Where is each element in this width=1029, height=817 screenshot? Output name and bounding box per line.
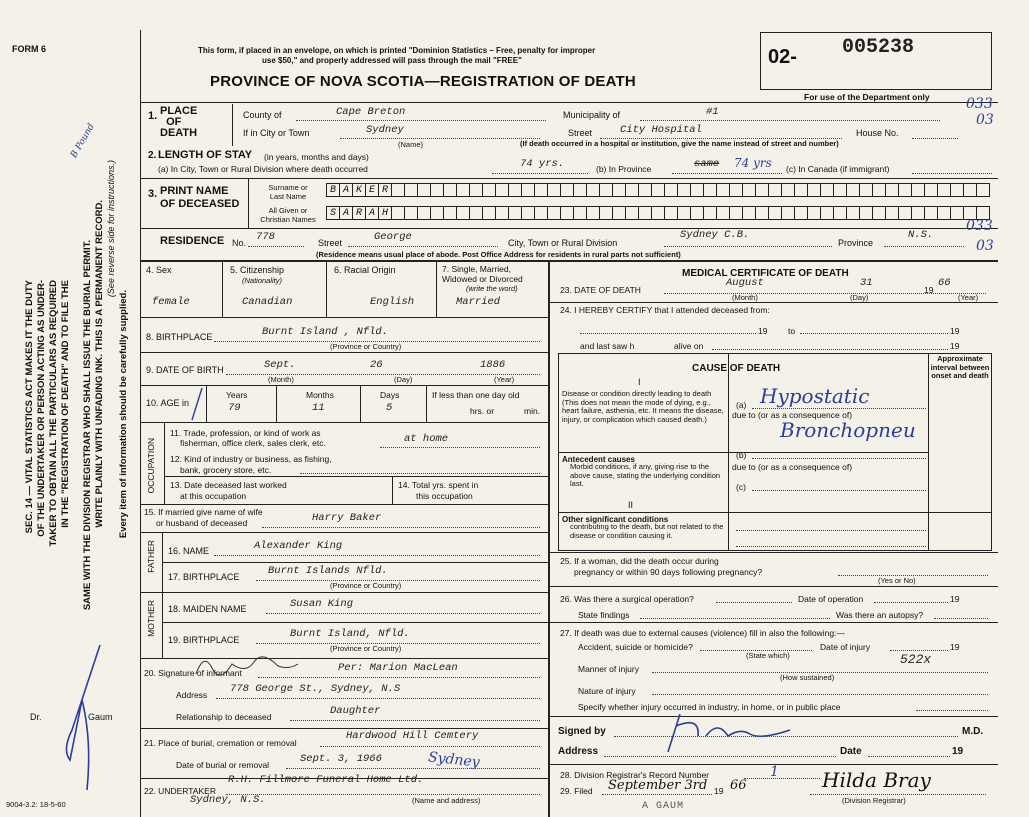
side-instructions-5: SAME WITH THE DIVISION REGISTRAR WHO SHALL ISSUE THE BURIAL PERMIT. (82, 240, 93, 611)
doctor-label: Dr. (30, 712, 42, 722)
informant-address-label: Address (176, 690, 208, 700)
registrar-stamp: A GAUM (642, 801, 685, 812)
pregnancy-label-2: pregnancy or within 90 days following pregnancy? (574, 567, 763, 577)
name-letter-cell (483, 183, 496, 197)
name-letter-cell (782, 206, 795, 220)
certify-19a: 19 (758, 326, 768, 336)
age-lt-label: If less than one day old (432, 390, 520, 400)
undertaker-city: Sydney, N.S. (190, 794, 266, 806)
roman-2: II (628, 500, 634, 510)
dob-year: 1886 (480, 359, 506, 371)
stay-a-value: 74 yrs. (520, 158, 565, 170)
county-code: 033 (966, 96, 993, 112)
nature-label: Nature of injury (578, 686, 636, 696)
mother-bp-label: 19. BIRTHPLACE (168, 635, 240, 645)
dob-month-hint: (Month) (268, 375, 294, 384)
name-letter-cell (821, 206, 834, 220)
name-letter-cell (873, 206, 886, 220)
alive-label: alive on (674, 341, 704, 351)
death-year-hint: (Year) (958, 293, 979, 302)
signed-by-label: Signed by (558, 726, 606, 737)
name-letter-cell (886, 206, 899, 220)
antecedent-title: Antecedent causes (562, 455, 635, 464)
undertaker-label: 22. UNDERTAKER (144, 786, 216, 796)
doctor-signature (52, 640, 112, 800)
reg-prefix: 02- (768, 46, 797, 68)
name-letter-cell (392, 183, 405, 197)
form-number: FORM 6 (12, 44, 47, 54)
father-bp: Burnt Islands Nfld. (268, 565, 388, 577)
name-letter-cell (431, 183, 444, 197)
residence-no: 778 (256, 231, 275, 243)
name-letter-cell (834, 183, 847, 197)
name-letter-cell (899, 206, 912, 220)
name-letter-cell (522, 183, 535, 197)
age-label: 10. AGE in (146, 398, 190, 408)
name-letter-cell (418, 183, 431, 197)
name-letter-cell (652, 183, 665, 197)
name-letter-cell (613, 206, 626, 220)
racial-label: 6. Racial Origin (334, 265, 396, 275)
name-letter-cell (795, 183, 808, 197)
name-letter-cell: A (340, 183, 353, 197)
filed-year: 66 (730, 778, 747, 793)
hospital-note: (If death occurred in a hospital or institution, give the name instead of street and number) (520, 139, 839, 148)
occ-13b: at this occupation (180, 491, 247, 501)
age-months-label: Months (306, 390, 334, 400)
pregnancy-label-1: 25. If a woman, did the death occur during (560, 556, 719, 566)
roman-1: I (638, 377, 641, 387)
reg-number: 005238 (842, 36, 915, 59)
name-letter-cell (769, 183, 782, 197)
cause-a2-value: Bronchopneu (780, 418, 916, 442)
dob-day: 26 (370, 359, 383, 371)
age-months: 11 (312, 402, 325, 414)
name-letter-cell (743, 206, 756, 220)
name-letter-cell (912, 183, 925, 197)
residence-code1: 033 (966, 218, 993, 234)
dob-month: Sept. (264, 359, 296, 371)
side-instructions-3: TAKER TO OBTAIN ALL THE PARTICULARS AS REQUIRED (48, 280, 59, 547)
citizenship-value: Canadian (242, 296, 293, 308)
stay-c-label: (c) In Canada (if immigrant) (786, 164, 890, 174)
burial-place: Hardwood Hill Cemtery (346, 730, 479, 742)
name-letter-cell (951, 206, 964, 220)
name-letter-cell (470, 206, 483, 220)
municipality-label: Municipality of (563, 110, 621, 120)
side-instructions-1: SEC. 14 — VITAL STATISTICS ACT MAKES IT THE DUTY (24, 280, 35, 534)
name-letter-cell (860, 206, 873, 220)
residence-city-label: City, Town or Rural Division (508, 238, 618, 248)
residence-no-label: No. (232, 238, 247, 248)
name-letter-cell (678, 183, 691, 197)
mother-bp-hint: (Province or Country) (330, 644, 402, 653)
cause-a-value: Hypostatic (760, 384, 870, 408)
stay-b-label: (b) In Province (596, 164, 652, 174)
informant-value: Per: Marion MacLean (338, 662, 458, 674)
name-letter-cell (808, 206, 821, 220)
name-letter-cell (509, 206, 522, 220)
dob-day-hint: (Day) (394, 375, 413, 384)
name-letter-cell (496, 206, 509, 220)
marital-label: 7. Single, Married, Widowed or Divorced (442, 264, 523, 284)
name-letter-cell (704, 183, 717, 197)
name-num: 3. (148, 188, 158, 200)
name-letter-cell: A (366, 206, 379, 220)
name-letter-cell (769, 206, 782, 220)
antecedent-label: Morbid conditions, if any, giving rise to the above cause, stating the underlying condition last. (570, 462, 721, 488)
name-letter-cell (678, 206, 691, 220)
occupation-side-label: OCCUPATION (146, 438, 156, 494)
name-letter-cell (951, 183, 964, 197)
due-1: due to (or as a consequence of) (732, 410, 853, 420)
death-day: 31 (860, 277, 873, 289)
name-letter-cell (665, 206, 678, 220)
name-letter-cell (626, 183, 639, 197)
muni-code: 03 (976, 112, 994, 128)
medical-title: MEDICAL CERTIFICATE OF DEATH (682, 268, 849, 279)
residence-note: (Residence means usual place of abode. Post Office Address for residents in rural parts not sufficient) (316, 250, 681, 259)
name-letter-cell (717, 206, 730, 220)
last-saw-label: and last saw h (580, 341, 635, 351)
name-letter-cell (912, 206, 925, 220)
name-letter-cell (847, 183, 860, 197)
name-letter-cell (561, 183, 574, 197)
occ-14a: 14. Total yrs. spent in (398, 480, 479, 490)
disease-label: Disease or condition directly leading to death (This does not mean the mode of dying, e.g., heart failure, asthenia, etc. It means the disease, injury, or complication which caused death.) (562, 389, 724, 424)
mother-name-label: 18. MAIDEN NAME (168, 604, 247, 614)
stay-a-label: (a) In City, Town or Rural Division where death occurred (158, 164, 368, 174)
form-code: 9004-3.2: 18-5-60 (6, 800, 66, 809)
name-letter-cell (405, 183, 418, 197)
stay-b-value: same (694, 158, 720, 170)
age-years: 79 (228, 402, 241, 414)
cause-b: (b) (736, 450, 747, 460)
citizenship-sub: (Nationality) (242, 276, 283, 285)
filed-label: 29. Filed (560, 786, 593, 796)
municipality-value: #1 (706, 106, 719, 118)
father-bp-label: 17. BIRTHPLACE (168, 572, 240, 582)
occ-14b: this occupation (416, 491, 473, 501)
name-letter-cell (808, 183, 821, 197)
death-date-label: 23. DATE OF DEATH (560, 285, 641, 295)
name-letter-cell (860, 183, 873, 197)
postage-notice-2: use $50," and properly addressed will pass through the mail "FREE" (262, 56, 522, 65)
city-label: If in City or Town (243, 128, 310, 138)
specify-label: Specify whether injury occurred in industry, in home, or in public place (578, 702, 841, 712)
occ-13a: 13. Date deceased last worked (170, 480, 287, 490)
name-letter-cell (691, 206, 704, 220)
occ-11b: fisherman, office clerk, sales clerk, etc. (180, 438, 326, 448)
death-day-hint: (Day) (850, 293, 869, 302)
name-letter-cell (483, 206, 496, 220)
name-letter-cell (730, 183, 743, 197)
name-letter-cell (444, 183, 457, 197)
name-letter-cell (756, 183, 769, 197)
certify-19b: 19 (950, 326, 960, 336)
marital-sub: (write the word) (466, 284, 518, 293)
informant-label: 20. Signature of informant (144, 668, 242, 678)
name-letter-cell (470, 183, 483, 197)
filed-date: September 3rd (608, 778, 708, 793)
name-letter-cell (743, 183, 756, 197)
house-label: House No. (856, 128, 899, 138)
autopsy-label: Was there an autopsy? (836, 610, 924, 620)
death-year-prefix: 19 (924, 285, 934, 295)
injury-19: 19 (950, 642, 960, 652)
name-letter-cell (587, 183, 600, 197)
other-title: Other significant conditions (562, 515, 669, 524)
name-letter-cell (509, 183, 522, 197)
street-label: Street (568, 128, 593, 138)
name-letter-cell (730, 206, 743, 220)
date-label: Date (840, 746, 862, 757)
residence-street-label: Street (318, 238, 343, 248)
burial-hand: Sydney (427, 749, 481, 771)
dob-label: 9. DATE OF BIRTH (146, 365, 224, 375)
cause-a: (a) (736, 400, 747, 410)
name-letter-cell (548, 183, 561, 197)
father-name-label: 16. NAME (168, 546, 210, 556)
name-letter-cell (886, 183, 899, 197)
side-instructions-2: OF THE UNDERTAKER OR PERSON ACTING AS UNDER- (36, 280, 47, 537)
residence-city: Sydney C.B. (680, 229, 750, 241)
city-value: Sydney (366, 124, 404, 136)
name-letter-cell: B (327, 183, 340, 197)
mother-bp: Burnt Island, Nfld. (290, 628, 410, 640)
death-month: August (726, 277, 764, 289)
name-letter-cell (535, 183, 548, 197)
birthplace-label: 8. BIRTHPLACE (146, 332, 213, 342)
cause-c: (c) (736, 482, 746, 492)
name-letter-cell (938, 206, 951, 220)
stay-label: LENGTH OF STAY (158, 149, 253, 161)
interval-label: Approximate interval between onset and death (930, 354, 990, 380)
occ-11a: 11. Trade, profession, or kind of work as (170, 428, 321, 438)
spouse-label-2: or husband of deceased (156, 518, 248, 528)
record-number-label: 28. Division Registrar's Record Number (560, 770, 710, 780)
age-years-label: Years (226, 390, 248, 400)
name-letter-cell (821, 183, 834, 197)
name-letter-cell (418, 206, 431, 220)
county-value: Cape Breton (336, 106, 406, 118)
city-name-hint: (Name) (398, 140, 424, 149)
name-letter-cell (704, 206, 717, 220)
father-bp-hint: (Province or Country) (330, 581, 402, 590)
citizenship-label: 5. Citizenship (230, 265, 285, 275)
operation-date-label: Date of operation (798, 594, 864, 604)
op-19: 19 (950, 594, 960, 604)
name-letter-cell (834, 206, 847, 220)
manner-label: Manner of injury (578, 664, 639, 674)
residence-label: RESIDENCE (160, 235, 225, 247)
name-letter-cell (431, 206, 444, 220)
racial-value: English (370, 296, 415, 308)
name-letter-cell: A (340, 206, 353, 220)
residence-prov-label: Province (838, 238, 874, 248)
side-instructions-4: IN THE "REGISTRATION OF DEATH" AND TO FILE THE (60, 280, 71, 528)
how-hint: (How sustained) (780, 673, 835, 682)
name-letter-cell (600, 206, 613, 220)
name-letter-cell (639, 206, 652, 220)
name-letter-cell (964, 183, 977, 197)
name-letter-cell (457, 183, 470, 197)
name-letter-cell: R (353, 206, 366, 220)
name-label: PRINT NAME OF DECEASED (160, 185, 240, 210)
given-grid (326, 206, 990, 220)
name-letter-cell (925, 206, 938, 220)
county-label: County of (243, 110, 282, 120)
age-hrs: hrs. or (470, 406, 495, 416)
spouse-value: Harry Baker (312, 512, 382, 524)
side-instructions-6: WRITE PLAINLY WITH UNFADING INK. THIS IS A PERMANENT RECORD. (94, 200, 105, 528)
burial-label: 21. Place of burial, cremation or removal (144, 738, 297, 748)
burial-date-label: Date of burial or removal (176, 760, 270, 770)
name-letter-cell (977, 183, 990, 197)
name-letter-cell (613, 183, 626, 197)
accident-label: Accident, suicide or homicide? (578, 642, 693, 652)
physician-signature (650, 706, 810, 756)
father-side-label: FATHER (146, 540, 156, 573)
residence-prov: N.S. (908, 229, 934, 241)
address-label: Address (558, 746, 599, 757)
occ-12b: bank, grocery store, etc. (180, 465, 272, 475)
doctor-name: Gaum (88, 712, 113, 722)
name-letter-cell (899, 183, 912, 197)
age-min: min. (524, 406, 541, 416)
surname-grid (326, 183, 990, 197)
name-letter-cell (652, 206, 665, 220)
name-letter-cell (639, 183, 652, 197)
relationship-value: Daughter (330, 705, 381, 717)
informant-address: 778 George St., Sydney, N.S (230, 683, 401, 695)
registrar-hint: (Division Registrar) (842, 796, 906, 805)
name-letter-cell (691, 183, 704, 197)
age-days-label: Days (380, 390, 400, 400)
name-letter-cell (782, 183, 795, 197)
place-num: 1. (148, 110, 158, 122)
burial-date: Sept. 3, 1966 (300, 753, 382, 765)
name-letter-cell (873, 183, 886, 197)
residence-code2: 03 (976, 238, 994, 254)
marital-value: Married (456, 296, 501, 308)
name-letter-cell (574, 206, 587, 220)
age-mark (188, 386, 208, 422)
place-label: PLACE OF DEATH (160, 105, 198, 139)
occ-12a: 12. Kind of industry or business, as fishing, (170, 454, 332, 464)
external-label: 27. If death was due to external causes (violence) fill in also the following:— (560, 628, 845, 638)
age-days: 5 (386, 402, 393, 414)
page-title: PROVINCE OF NOVA SCOTIA—REGISTRATION OF DEATH (210, 73, 636, 90)
birthplace-hint: (Province or Country) (330, 342, 402, 351)
undertaker-hint: (Name and address) (412, 796, 481, 805)
name-letter-cell (457, 206, 470, 220)
name-letter-cell (496, 183, 509, 197)
relationship-label: Relationship to deceased (176, 712, 272, 722)
stay-hint: (in years, months and days) (264, 152, 369, 162)
findings-label: State findings (578, 610, 630, 620)
name-letter-cell (847, 206, 860, 220)
name-letter-cell: K (353, 183, 366, 197)
postage-notice-1: This form, if placed in an envelope, on which is printed "Dominion Statistics – Free, penalty for improper (198, 46, 596, 55)
name-letter-cell: H (379, 206, 392, 220)
injury-date-label: Date of injury (820, 642, 871, 652)
cause-title: CAUSE OF DEATH (692, 363, 781, 374)
name-letter-cell (795, 206, 808, 220)
birthplace-value: Burnt Island , Nfld. (262, 326, 389, 338)
undertaker-value: R.H. Fillmore Funeral Home Ltd. (228, 774, 424, 786)
name-letter-cell (600, 183, 613, 197)
name-letter-cell (444, 206, 457, 220)
mother-name: Susan King (290, 598, 354, 610)
street-value: City Hospital (620, 124, 702, 136)
yes-no-hint: (Yes or No) (878, 576, 916, 585)
dob-year-hint: (Year) (494, 375, 515, 384)
name-letter-cell (587, 206, 600, 220)
name-letter-cell (561, 206, 574, 220)
record-number: 1 (770, 764, 779, 780)
sex-value: female (152, 296, 190, 308)
name-letter-cell (717, 183, 730, 197)
name-letter-cell (535, 206, 548, 220)
name-letter-cell: R (379, 183, 392, 197)
surname-label: Surname or Last Name (268, 183, 308, 201)
name-letter-cell (522, 206, 535, 220)
residence-street: George (374, 231, 412, 243)
filed-19: 19 (714, 786, 724, 796)
state-which-hint: (State which) (746, 651, 790, 660)
margin-note: B Pound (69, 122, 97, 160)
name-letter-cell (574, 183, 587, 197)
name-letter-cell (626, 206, 639, 220)
name-letter-cell (925, 183, 938, 197)
certify-label: 24. I HEREBY CERTIFY that I attended deceased from: (560, 305, 770, 315)
spouse-label-1: 15. If married give name of wife (144, 507, 263, 517)
name-letter-cell: S (327, 206, 340, 220)
name-letter-cell (756, 206, 769, 220)
death-month-hint: (Month) (732, 293, 758, 302)
date-19: 19 (952, 746, 964, 757)
side-instructions-7: (See reverse side for instructions.) (106, 160, 116, 298)
father-name: Alexander King (254, 540, 343, 552)
surgery-label: 26. Was there a surgical operation? (560, 594, 694, 604)
due-2: due to (or as a consequence of) (732, 462, 853, 472)
manner-code: 522x (900, 652, 932, 667)
md-label: M.D. (962, 726, 984, 737)
name-letter-cell (665, 183, 678, 197)
mother-side-label: MOTHER (146, 600, 156, 637)
given-label: All Given or Christian Names (260, 206, 316, 224)
stay-num: 2. (148, 150, 157, 161)
stay-b-hand: 74 yrs (734, 156, 772, 170)
occ-11-value: at home (404, 433, 449, 445)
informant-signature (192, 650, 302, 680)
sex-label: 4. Sex (146, 265, 172, 275)
death-year: 66 (938, 277, 951, 289)
name-letter-cell (938, 183, 951, 197)
registrar-signature: Hilda Bray (822, 768, 931, 792)
side-instructions-8: Every item of information should be carefully supplied. (118, 290, 129, 539)
other-label: contributing to the death, but not related to the disease or condition causing it. (570, 522, 724, 540)
name-letter-cell (405, 206, 418, 220)
certify-to: to (788, 326, 796, 336)
alive-19: 19 (950, 341, 960, 351)
name-letter-cell: E (366, 183, 379, 197)
dept-use-label: For use of the Department only (804, 92, 930, 102)
name-letter-cell (548, 206, 561, 220)
name-letter-cell (392, 206, 405, 220)
